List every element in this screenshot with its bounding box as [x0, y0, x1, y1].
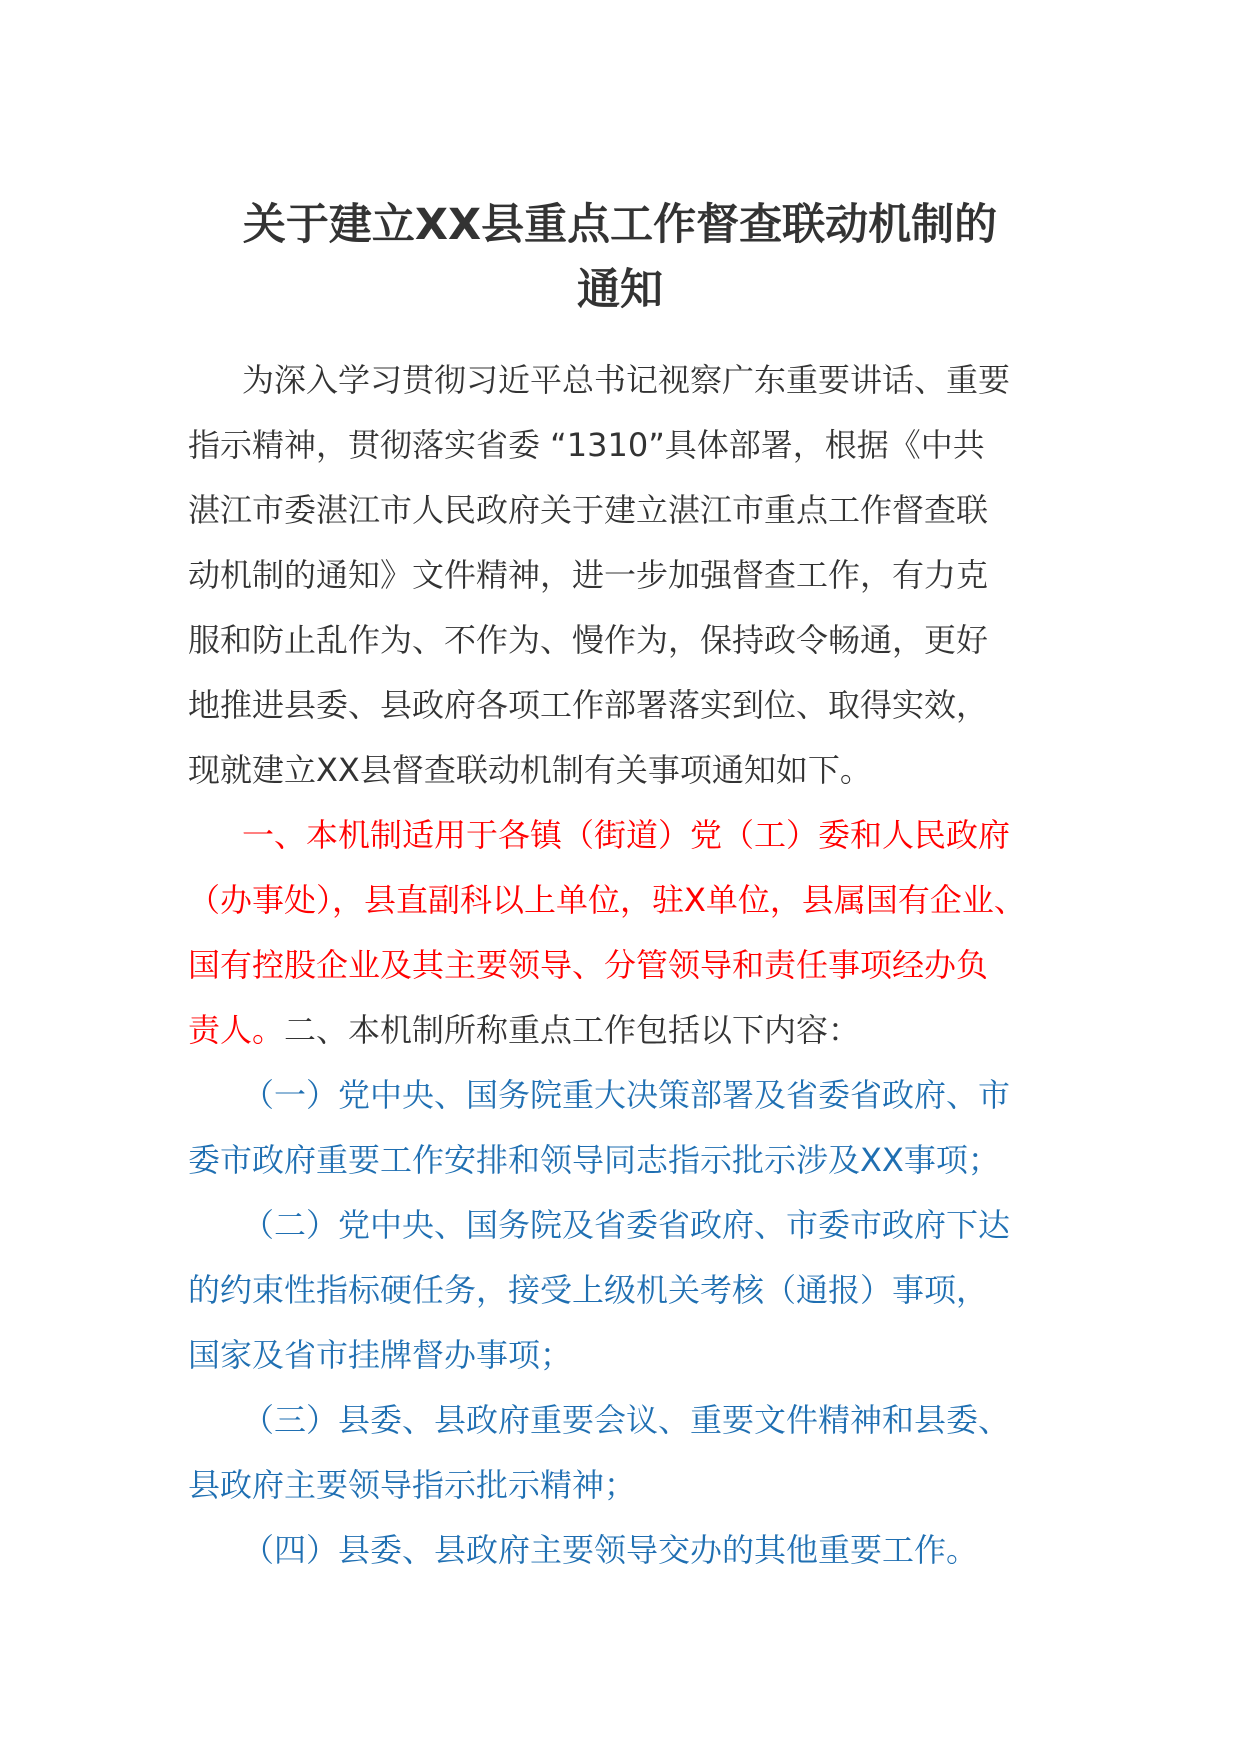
section-1-paragraph: [188, 803, 1068, 1063]
intro-line-2: 指示精神，贯彻落实省委 “1310”具体部署，根据《中共: [188, 426, 985, 464]
item-4-line-1: [188, 1518, 1068, 1583]
section-2-heading: 二、本机制所称重点工作包括以下内容：: [284, 1011, 861, 1049]
intro-line-4: 动机制的通知》文件精神，进一步加强督查工作，有力克: [188, 556, 989, 594]
intro-line-6: 地推进县委、县政府各项工作部署落实到位、取得实效，: [188, 686, 989, 724]
section-1-end: 责人。: [188, 1011, 285, 1049]
section-1-line-3: 国有控股企业及其主要领导、分管领导和责任事项经办负: [188, 946, 989, 984]
item-3-line-2: 县政府主要领导指示批示精神；: [188, 1466, 637, 1504]
item-2-line-3: 国家及省市挂牌督办事项；: [188, 1336, 573, 1374]
title-line-2: 通知: [577, 265, 663, 315]
intro-paragraph: [188, 348, 1068, 803]
section-1-line-1: 一、本机制适用于各镇（街道）党（工）委和人民政府: [242, 816, 1011, 854]
item-1-line-2: 委市政府重要工作安排和领导同志指示批示涉及XX事项；: [188, 1141, 1000, 1179]
item-2-paragraph: [188, 1193, 1068, 1388]
item-2-line-2: 的约束性指标硬任务，接受上级机关考核（通报）事项，: [188, 1271, 989, 1309]
intro-line-7: 现就建立XX县督查联动机制有关事项通知如下。: [188, 751, 872, 789]
intro-line-1: 为深入学习贯彻习近平总书记视察广东重要讲话、重要: [242, 361, 1011, 399]
item-4-paragraph: [188, 1518, 1068, 1583]
item-3-line-1: （三）县委、县政府重要会议、重要文件精神和县委、: [242, 1401, 1011, 1439]
item-2-line-1: （二）党中央、国务院及省委省政府、市委市政府下达: [242, 1206, 1011, 1244]
document-title: [150, 192, 1090, 322]
item-4-text: （四）县委、县政府主要领导交办的其他重要工作。: [242, 1531, 979, 1569]
item-3-paragraph: [188, 1388, 1068, 1518]
section-1-line-2: （办事处），县直副科以上单位，驻X单位，县属国有企业、: [188, 881, 1026, 919]
item-1-line-1: （一）党中央、国务院重大决策部署及省委省政府、市: [242, 1076, 1011, 1114]
section-1-section-2-line: [188, 998, 1068, 1063]
item-1-paragraph: [188, 1063, 1068, 1193]
document-body: [188, 348, 1068, 1583]
intro-line-3: 湛江市委湛江市人民政府关于建立湛江市重点工作督查联: [188, 491, 989, 529]
intro-line-5: 服和防止乱作为、不作为、慢作为，保持政令畅通，更好: [188, 621, 989, 659]
title-line-1: 关于建立XX县重点工作督查联动机制的: [242, 200, 998, 250]
